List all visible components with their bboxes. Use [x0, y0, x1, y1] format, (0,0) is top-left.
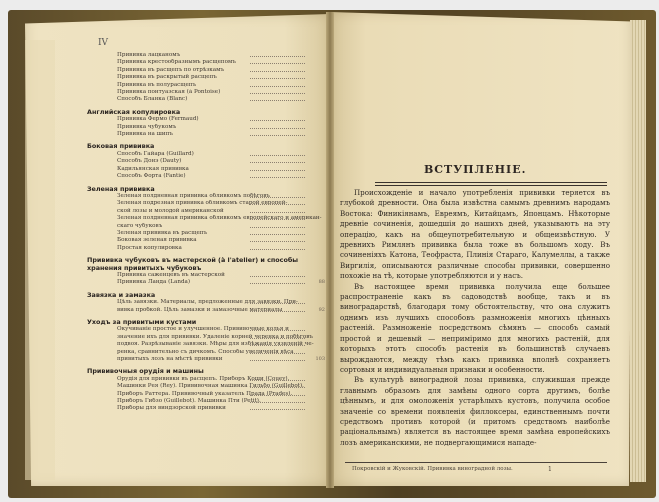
toc-entry-text: Приборы для виндзорской прививки [117, 405, 226, 412]
toc-entry [95, 383, 325, 390]
toc-section-heading [87, 319, 325, 326]
toc-entry-text: Прививка понтуазская (à Pontoise) [117, 89, 221, 96]
toc-entry [95, 341, 325, 348]
toc-entry-text: Зеленая прививка [87, 184, 155, 193]
toc-entry [95, 398, 325, 405]
toc-entry-text: Способъ Бланка (Blanc) [117, 96, 188, 103]
toc-entry [95, 272, 325, 279]
heading-rule [375, 182, 607, 186]
toc-entry [95, 200, 325, 207]
toc-entry-text: ской лозы и молодой американской [117, 207, 224, 214]
paragraph: Происхожденіе и начало употребленія прививки теряется въ глубокой древности. Она была извѣстна самымъ древнимъ народамъ Востока: Финикіянамъ, Евреямъ, Китайцамъ, Японцамъ. Нѣкоторые древніе сочиненія, дошедшія до нашихъ дней, указываютъ на эту операцію, какъ на общеупотребительную и общеизвѣстную. У древнихъ Римлянъ прививка была тоже въ большомъ ходу. Въ сочиненіяхъ Катона, Теофраста, Плинія Стараго, Калумеллы, а также Виргилія, описываются различные способы прививки, совершенно похожіе на тѣ, которые употребляются и у насъ. [340, 188, 610, 281]
toc-section-heading [87, 292, 325, 299]
toc-entry [95, 208, 325, 215]
toc-entry-text: Боковая зеленая прививка [117, 237, 197, 244]
left-page-number: IV [98, 38, 109, 48]
toc-page-number: 103 [315, 356, 325, 363]
toc-entry [95, 223, 325, 230]
toc-entry [95, 52, 325, 59]
page-footer: Покровскій и Жуковскій. Прививка виноградной лозы. [352, 466, 513, 472]
toc-entry [95, 299, 325, 306]
page-edges [630, 20, 646, 482]
toc-page-number: 88 [318, 279, 325, 286]
toc-entry-text: Способъ Донэ (Dauty) [117, 158, 182, 165]
toc-entry-text: Прививка въ полурасщепъ [117, 81, 197, 88]
toc-entry-text: Прививка саженцевъ въ мастерской [117, 271, 225, 278]
toc-entry [95, 326, 325, 333]
toc-entry-text: Кадильянская прививка [117, 165, 189, 172]
toc-entry [95, 74, 325, 81]
toc-entry-text: Прививка крестообразнымъ расщепомъ [117, 59, 236, 66]
toc-entry-text: Боковая прививка [87, 142, 155, 151]
toc-entry-text: Прививка въ расщепъ по отрѣзкамъ [117, 66, 225, 73]
toc-entry-text: привитыхъ лозъ на мѣстѣ прививки [117, 356, 223, 363]
toc-entry-text: Завязка и замазка [87, 290, 156, 299]
toc-entry [95, 59, 325, 66]
toc-entry [95, 96, 325, 103]
toc-entry [95, 166, 325, 173]
toc-entry [95, 131, 325, 138]
toc-entry-text: подвоя. Разрѣзываніе завязки. Мѣры для избѣжанія уязвленій че- [117, 341, 314, 348]
toc-section-heading [87, 109, 325, 116]
toc-entry-text: Орудія для прививки въ расщепъ. Приборъ Коши (Couey). [117, 375, 290, 382]
toc-entry [95, 349, 325, 356]
toc-entry-text: Приборъ Раттера. Прививочный указатель Прада (Prades). [117, 390, 293, 397]
toc-entry [95, 173, 325, 180]
toc-entry [95, 124, 325, 131]
toc-entry [95, 89, 325, 96]
toc-entry-text: Способъ Форта (Fantie) [117, 173, 186, 180]
toc-entry [95, 82, 325, 89]
toc-section-heading [87, 143, 325, 150]
toc-entry-text: Прививка лацканомъ [117, 52, 181, 58]
toc-entry [95, 193, 325, 200]
toc-entry-text: Прививка чубуковъ въ мастерской (à l'atelier) и способы хранения привитыхъ чубуковъ [87, 256, 299, 272]
toc-entry-text: вивка пробкой. Цѣль замазки и замазочные материалы [117, 306, 283, 313]
toc-entry [95, 405, 325, 412]
table-of-contents [87, 52, 325, 413]
toc-entry-text: Прививка чубукомъ [117, 123, 177, 130]
toc-entry [95, 158, 325, 165]
toc-section-heading [87, 186, 325, 193]
toc-entry [95, 391, 325, 398]
toc-entry-text: Простая копулировка [117, 244, 182, 251]
toc-entry-text: Прививка въ раскрытый расщепъ [117, 74, 217, 81]
toc-entry [95, 116, 325, 123]
chapter-heading: ВСТУПЛЕНIЕ. [424, 163, 527, 176]
toc-entry [95, 215, 325, 222]
toc-entry [95, 279, 325, 286]
toc-section-heading [87, 257, 325, 272]
toc-entry [95, 230, 325, 237]
paragraph: Въ настоящее время прививка получила еще большее распространеніе какъ въ садоводствѣ вообще, такъ и въ виноградарствѣ, благодаря тому обстоятельству, что она служитъ однимъ изъ лучшихъ способовъ размноженія многихъ цѣнныхъ растеній. Размноженіе посредствомъ сѣмянъ — способъ самый простой и дешевый — неприміримо для многихъ растеній, для которыхъ этотъ способъ растенія въ большинствѣ случаевъ вырождаются, между тѣмъ какъ прививка вполнѣ сохраняетъ сортовыя и индивидуальныя признаки и особенности. [340, 281, 610, 374]
toc-entry [95, 356, 325, 363]
toc-entry-text: Английская копулировка [87, 107, 181, 116]
toc-entry [95, 307, 325, 314]
toc-entry-text: Прививка Фермо (Fermaud) [117, 116, 199, 123]
toc-entry [95, 67, 325, 74]
toc-entry-text: Уходъ за привитыми кустами [87, 318, 197, 326]
toc-entry [95, 376, 325, 383]
toc-entry-text: Цѣль завязки. Материалы, предложенные для завязки. При- [117, 299, 298, 306]
book-gutter [326, 12, 334, 488]
toc-entry-text: Способъ Гайара (Guillard) [117, 150, 194, 157]
toc-entry-text: Прививочныя орудія и машины [87, 367, 204, 376]
toc-entry-text: Приборъ Гибзо (Guillebot). Машинка Пти (Petit). [117, 398, 261, 405]
toc-entry-text: скаго чубуковъ [117, 222, 163, 229]
left-page-margin [25, 40, 55, 480]
toc-entry-text: Окучиваніе простое и улучшенное. Прививочные колья и [117, 326, 289, 333]
toc-entry [95, 245, 325, 252]
sheet-number: 1 [548, 466, 552, 473]
toc-entry-text: Зеленая прививка въ расщепъ [117, 229, 208, 236]
body-text [340, 188, 610, 448]
toc-entry-text: Прививка на шипъ [117, 131, 173, 138]
toc-entry-text: Зеленая полдневная прививка обливкомъ побѣговъ [117, 192, 270, 199]
toc-entry-text: значение ихъ для прививки. Удаленіе корней черенка и побѣговъ [117, 333, 313, 340]
toc-entry [95, 151, 325, 158]
footer-rule [345, 462, 607, 463]
toc-section-heading [87, 368, 325, 375]
toc-page-number: 92 [318, 306, 325, 313]
toc-entry-text: ренка, сравнительно съ дичкомъ. Способы увеличенія вѣса [117, 348, 294, 355]
toc-entry-text: Зеленая подрезная прививка обливкомъ старой европей- [117, 200, 288, 207]
paragraph: Въ культурѣ виноградной лозы прививка, служившая прежде главнымъ образомъ для замѣны одного сорта другимъ, болѣе цѣннымъ, и для омоложенія устарѣлыхъ кустовъ, получила особое значеніе со времени появленія филлоксеры, единственнымъ почти средствомъ противъ которой (и притомъ средствомъ наиболѣе раціональнымъ) является въ настоящее время замѣна европейскихъ лозъ американскими, не подвергающимися нападе- [340, 375, 610, 447]
toc-entry-text: Прививка Ланда (Landa) [117, 279, 191, 286]
toc-entry [95, 334, 325, 341]
toc-entry-text: Зеленая полдневная прививка обливкомъ европейскаго и американ- [117, 215, 322, 222]
toc-entry-text: Машинки Рея (Rey). Прививочная машинка Гильбо (Guillebot). [117, 383, 304, 390]
toc-entry [95, 237, 325, 244]
